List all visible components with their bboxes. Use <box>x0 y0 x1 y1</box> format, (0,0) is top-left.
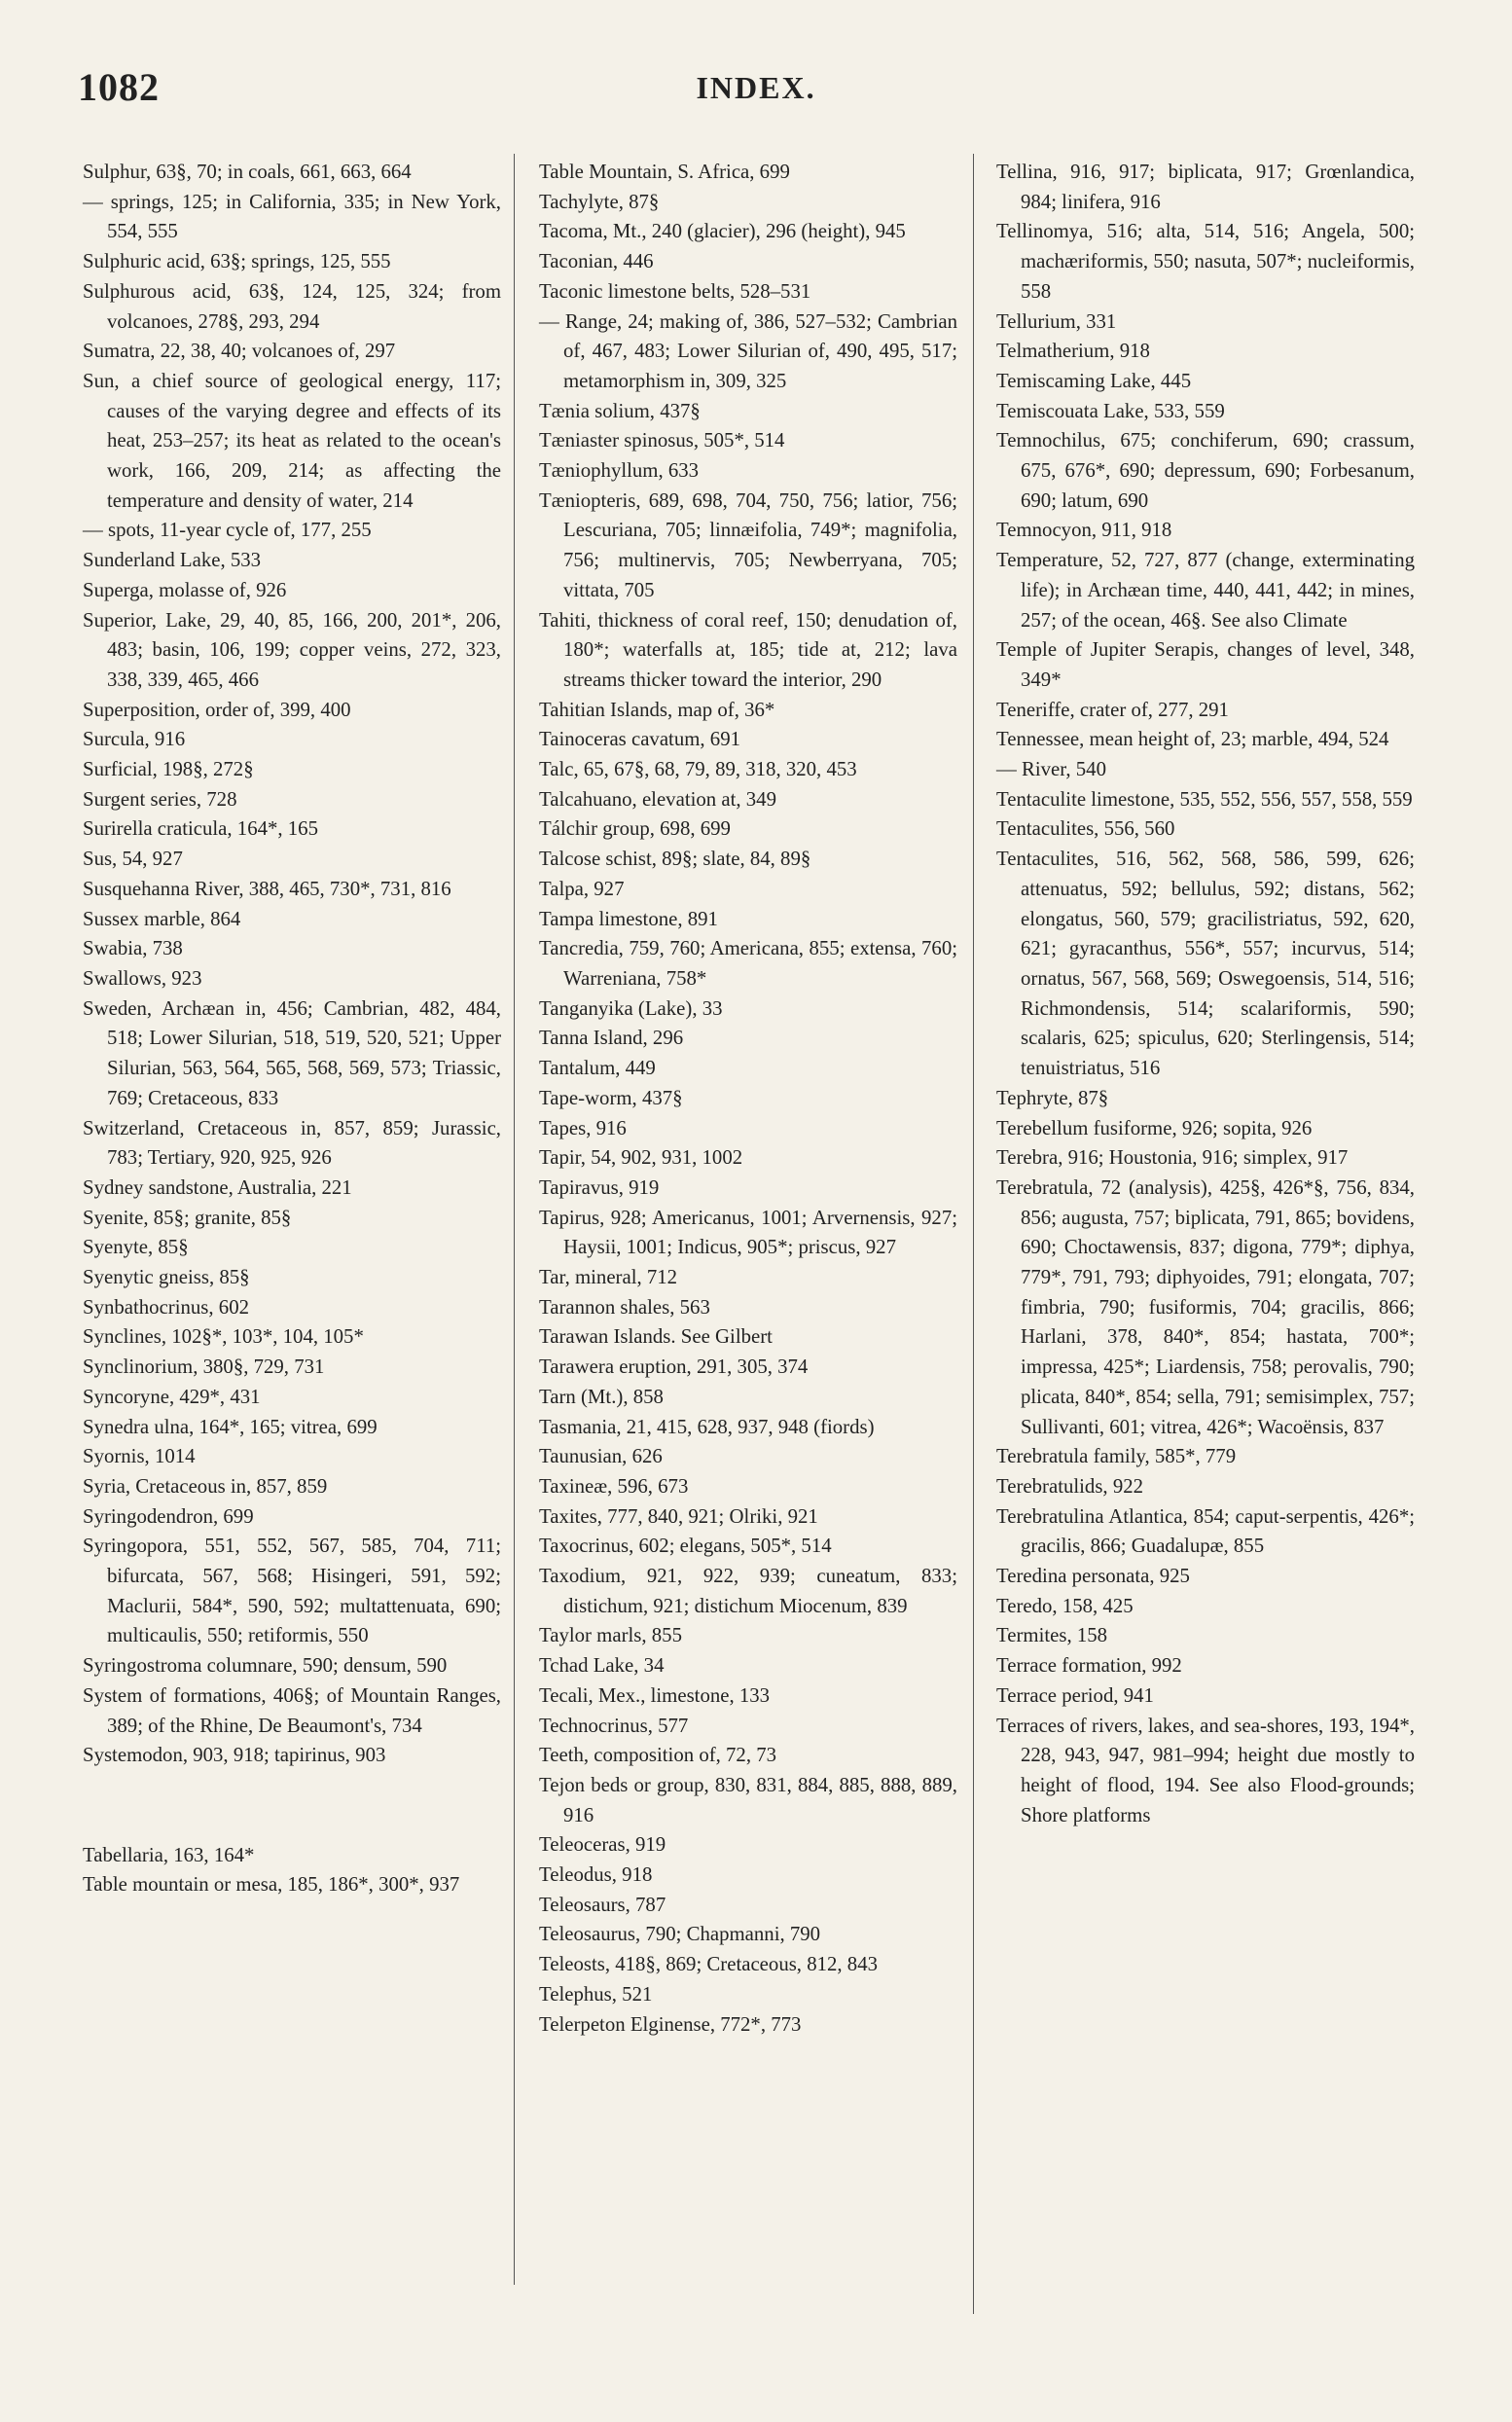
index-entry: Tænia solium, 437§ <box>539 399 701 422</box>
index-entry: Tahiti, thickness of coral reef, 150; denudation of, 180*; waterfalls at, 185; tide at, 212; lava streams thicker toward the interior, 290 <box>539 608 957 691</box>
column-rule <box>973 154 974 2314</box>
index-entry: Teredina personata, 925 <box>996 1565 1190 1588</box>
index-entry: Syornis, 1014 <box>83 1445 196 1468</box>
index-entry: Terrace period, 941 <box>996 1683 1154 1707</box>
index-entry: Terebratulina Atlantica, 854; caput-serpentis, 426*; gracilis, 866; Guadalupæ, 855 <box>996 1504 1415 1558</box>
index-entry: Tantalum, 449 <box>539 1057 656 1080</box>
index-entry: Tellina, 916, 917; biplicata, 917; Grœnlandica, 984; linifera, 916 <box>996 161 1415 213</box>
index-entry: Table mountain or mesa, 185, 186*, 300*, 937 <box>83 1873 460 1897</box>
index-entry: Temnochilus, 675; conchiferum, 690; crassum, 675, 676*, 690; depressum, 690; Forbesanum, 690; latum, 690 <box>996 429 1415 512</box>
index-entry: Sun, a chief source of geological energy, 117; causes of the varying degree and effects of its heat, 253–257; its heat as related to the ocean's work, 166, 209, 214; as affecting the temperature and density of water, 214 <box>83 369 501 512</box>
index-entry: Tarannon shales, 563 <box>539 1295 710 1319</box>
index-entry: Tejon beds or group, 830, 831, 884, 885, 888, 889, 916 <box>539 1773 957 1826</box>
index-entry: Syenite, 85§; granite, 85§ <box>83 1206 292 1229</box>
index-entry: Taxocrinus, 602; elegans, 505*, 514 <box>539 1535 832 1558</box>
index-entry: Talpa, 927 <box>539 877 625 900</box>
index-entry: Swabia, 738 <box>83 937 183 960</box>
index-entry: Temple of Jupiter Serapis, changes of level, 348, 349* <box>996 638 1415 691</box>
index-entry: Surcula, 916 <box>83 728 186 751</box>
index-entry: Surgent series, 728 <box>83 787 237 811</box>
page-header <box>78 64 1434 123</box>
index-entry: Sumatra, 22, 38, 40; volcanoes of, 297 <box>83 340 396 363</box>
index-entry: Surficial, 198§, 272§ <box>83 758 254 781</box>
index-entry: Tarawera eruption, 291, 305, 374 <box>539 1356 809 1379</box>
index-entry: Tampa limestone, 891 <box>539 907 718 930</box>
index-entry: Superga, molasse of, 926 <box>83 578 287 601</box>
index-entry: Tachylyte, 87§ <box>539 190 660 213</box>
page-number: 1082 <box>78 65 160 109</box>
index-entry: Swallows, 923 <box>83 966 202 990</box>
index-entry: Tapiravus, 919 <box>539 1175 660 1199</box>
index-entry: Synedra ulna, 164*, 165; vitrea, 699 <box>83 1415 378 1438</box>
column-rule <box>514 154 515 2285</box>
index-entry: Taylor marls, 855 <box>539 1624 682 1647</box>
index-entry: Termites, 158 <box>996 1624 1108 1647</box>
index-entry: Synclines, 102§*, 103*, 104, 105* <box>83 1325 364 1349</box>
index-entry: Syenytic gneiss, 85§ <box>83 1266 250 1289</box>
index-entry: Terebratula family, 585*, 779 <box>996 1445 1237 1468</box>
index-entry: Syringodendron, 699 <box>83 1504 254 1528</box>
index-entry: Sunderland Lake, 533 <box>83 549 262 572</box>
index-entry: Sulphurous acid, 63§, 124, 125, 324; from volcanoes, 278§, 293, 294 <box>83 279 501 333</box>
index-entry: Terraces of rivers, lakes, and sea-shores, 193, 194*, 228, 943, 947, 981–994; height due mostly to height of flood, 194. See also Flood-grounds; Shore platforms <box>996 1714 1415 1826</box>
index-entry: Tanganyika (Lake), 33 <box>539 996 723 1020</box>
index-entry: Sus, 54, 927 <box>83 848 183 871</box>
index-entry: Taconian, 446 <box>539 250 654 273</box>
index-entry: Teleosaurus, 790; Chapmanni, 790 <box>539 1923 821 1946</box>
index-entry: Telephus, 521 <box>539 1982 653 2006</box>
index-entry: Tapirus, 928; Americanus, 1001; Arvernensis, 927; Haysii, 1001; Indicus, 905*; priscus, 927 <box>539 1206 957 1259</box>
index-entry: Susquehanna River, 388, 465, 730*, 731, 816 <box>83 877 451 900</box>
index-entry: Teleosts, 418§, 869; Cretaceous, 812, 843 <box>539 1953 878 1976</box>
index-entry: Talc, 65, 67§, 68, 79, 89, 318, 320, 453 <box>539 758 857 781</box>
index-entry: Teredo, 158, 425 <box>996 1594 1134 1617</box>
index-entry: Syria, Cretaceous in, 857, 859 <box>83 1474 328 1498</box>
index-entry: Telerpeton Elginense, 772*, 773 <box>539 2012 802 2036</box>
index-entry: Temperature, 52, 727, 877 (change, exterminating life); in Archæan time, 440, 441, 442; in mines, 257; of the ocean, 46§. See also Climate <box>996 549 1415 632</box>
index-entry: Superior, Lake, 29, 40, 85, 166, 200, 201*, 206, 483; basin, 106, 199; copper veins, 272, 323, 338, 339, 465, 466 <box>83 608 501 691</box>
index-entry: Syringopora, 551, 552, 567, 585, 704, 711; bifurcata, 567, 568; Hisingeri, 591, 592; Maclurii, 584*, 590, 592; multattenuata, 690; multicaulis, 550; retiformis, 550 <box>83 1535 501 1647</box>
index-entry: Sweden, Archæan in, 456; Cambrian, 482, 484, 518; Lower Silurian, 518, 519, 520, 521; Upper Silurian, 563, 564, 565, 568, 569, 573; Triassic, 769; Cretaceous, 833 <box>83 996 501 1109</box>
index-entry: Tacoma, Mt., 240 (glacier), 296 (height), 945 <box>539 220 906 243</box>
index-entry: Tæniophyllum, 633 <box>539 459 700 483</box>
index-entry: Teneriffe, crater of, 277, 291 <box>996 698 1229 721</box>
index-entry: Tæniopteris, 689, 698, 704, 750, 756; latior, 756; Lescuriana, 705; linnæifolia, 749*; magnifolia, 756; multinervis, 705; Newberryana, 705; vittata, 705 <box>539 488 957 601</box>
index-entry: Tentaculites, 516, 562, 568, 586, 599, 626; attenuatus, 592; bellulus, 592; distans, 562; elongatus, 560, 579; gracilistriatus, 592, 620, 621; gyracanthus, 556*, 557; incurvus, 514; ornatus, 567, 568, 569; Oswegoensis, 514, 516; Richmondensis, 514; scalariformis, 590; scalaris, 625; spiculus, 620; Sterlingensis, 514; tenuistriatus, 516 <box>996 848 1415 1080</box>
letter-gap <box>83 1791 501 1821</box>
index-entry: Tennessee, mean height of, 23; marble, 494, 524 <box>996 728 1389 751</box>
index-entry: Tecali, Mex., limestone, 133 <box>539 1683 771 1707</box>
index-entry: Tape-worm, 437§ <box>539 1086 683 1109</box>
running-head: INDEX. <box>696 70 816 105</box>
index-entry: Tæniaster spinosus, 505*, 514 <box>539 429 785 452</box>
index-entry: Telmatherium, 918 <box>996 340 1150 363</box>
index-entry: — Range, 24; making of, 386, 527–532; Cambrian of, 467, 483; Lower Silurian of, 490, 495, 517; metamorphism in, 309, 325 <box>539 309 957 392</box>
index-entry: — spots, 11-year cycle of, 177, 255 <box>83 519 372 542</box>
index-entry: Taconic limestone belts, 528–531 <box>539 279 811 303</box>
index-entry: Tchad Lake, 34 <box>539 1654 665 1678</box>
index-entry: Syncoryne, 429*, 431 <box>83 1385 261 1408</box>
index-entry: Tainoceras cavatum, 691 <box>539 728 741 751</box>
index-entry: Synbathocrinus, 602 <box>83 1295 249 1319</box>
index-entry: Temnocyon, 911, 918 <box>996 519 1172 542</box>
index-entry: Tanna Island, 296 <box>539 1027 684 1050</box>
index-entry: Tabellaria, 163, 164* <box>83 1843 255 1866</box>
index-entry: Tar, mineral, 712 <box>539 1266 678 1289</box>
index-entry: Tarn (Mt.), 858 <box>539 1385 664 1408</box>
index-entry: Tephryte, 87§ <box>996 1086 1109 1109</box>
index-entry: Syringostroma columnare, 590; densum, 590 <box>83 1654 448 1678</box>
index-entry: Tálchir group, 698, 699 <box>539 817 731 841</box>
index-entry: Teleoceras, 919 <box>539 1833 666 1857</box>
index-entry: Talcose schist, 89§; slate, 84, 89§ <box>539 848 811 871</box>
index-entry: Tarawan Islands. See Gilbert <box>539 1325 773 1349</box>
index-entry: Terebra, 916; Houstonia, 916; simplex, 917 <box>996 1146 1349 1170</box>
index-entry: Tahitian Islands, map of, 36* <box>539 698 775 721</box>
index-entry: — springs, 125; in California, 335; in New York, 554, 555 <box>83 190 501 243</box>
index-entry: Sulphur, 63§, 70; in coals, 661, 663, 664 <box>83 161 412 183</box>
index-entry: Terebratulids, 922 <box>996 1474 1144 1498</box>
index-entry: Sussex marble, 864 <box>83 907 241 930</box>
index-entry: Terebellum fusiforme, 926; sopita, 926 <box>996 1116 1313 1139</box>
index-entry: Talcahuano, elevation at, 349 <box>539 787 776 811</box>
index-entry: Temiscouata Lake, 533, 559 <box>996 399 1225 422</box>
index-entry: Surirella craticula, 164*, 165 <box>83 817 318 841</box>
index-entry: Terrace formation, 992 <box>996 1654 1182 1678</box>
index-entry: — River, 540 <box>996 758 1106 781</box>
index-entry: Tentaculites, 556, 560 <box>996 817 1175 841</box>
index-entry: Taxineæ, 596, 673 <box>539 1474 689 1498</box>
index-entry: Sulphuric acid, 63§; springs, 125, 555 <box>83 250 391 273</box>
index-entry: Technocrinus, 577 <box>539 1714 689 1737</box>
index-entry: Tellinomya, 516; alta, 514, 516; Angela, 500; machæriformis, 550; nasuta, 507*; nucleiformis, 558 <box>996 220 1415 303</box>
index-entry: Tentaculite limestone, 535, 552, 556, 557, 558, 559 <box>996 787 1413 811</box>
index-entry: Teleodus, 918 <box>539 1863 653 1887</box>
index-entry: Teleosaurs, 787 <box>539 1893 666 1916</box>
index-entry: Syenyte, 85§ <box>83 1236 189 1259</box>
index-entry: Terebratula, 72 (analysis), 425§, 426*§, 756, 834, 856; augusta, 757; biplicata, 791, 865; bovidens, 690; Choctawensis, 837; digona, 779*; diphya, 779*, 791, 793; diphyoides, 791; elongata, 707; fimbria, 790; fusiformis, 704; gracilis, 866; Harlani, 378, 840*, 854; hastata, 700*; impressa, 425*; Liardensis, 758; perovalis, 790; plicata, 840*, 854; sella, 791; semisimplex, 757; Sullivanti, 601; vitrea, 426*; Wacoënsis, 837 <box>996 1175 1415 1438</box>
index-entry: Superposition, order of, 399, 400 <box>83 698 351 721</box>
index-column-3 <box>996 158 1415 1830</box>
index-entry: System of formations, 406§; of Mountain Ranges, 389; of the Rhine, De Beaumont's, 734 <box>83 1683 501 1737</box>
index-entry: Synclinorium, 380§, 729, 731 <box>83 1356 325 1379</box>
index-column-1 <box>83 158 501 1900</box>
index-entry: Teeth, composition of, 72, 73 <box>539 1744 777 1767</box>
index-entry: Tapir, 54, 902, 931, 1002 <box>539 1146 743 1170</box>
index-entry: Taxites, 777, 840, 921; Olriki, 921 <box>539 1504 818 1528</box>
index-entry: Sydney sandstone, Australia, 221 <box>83 1175 352 1199</box>
index-entry: Taxodium, 921, 922, 939; cuneatum, 833; distichum, 921; distichum Miocenum, 839 <box>539 1565 957 1617</box>
index-entry: Systemodon, 903, 918; tapirinus, 903 <box>83 1744 386 1767</box>
index-entry: Tapes, 916 <box>539 1116 627 1139</box>
index-entry: Switzerland, Cretaceous in, 857, 859; Jurassic, 783; Tertiary, 920, 925, 926 <box>83 1116 501 1170</box>
index-entry: Tellurium, 331 <box>996 309 1117 333</box>
index-entry: Taunusian, 626 <box>539 1445 663 1468</box>
index-entry: Temiscaming Lake, 445 <box>996 369 1192 392</box>
index-entry: Table Mountain, S. Africa, 699 <box>539 161 790 183</box>
index-column-2 <box>539 158 957 2040</box>
index-entry: Tancredia, 759, 760; Americana, 855; extensa, 760; Warreniana, 758* <box>539 937 957 990</box>
index-entry: Tasmania, 21, 415, 628, 937, 948 (fiords) <box>539 1415 875 1438</box>
